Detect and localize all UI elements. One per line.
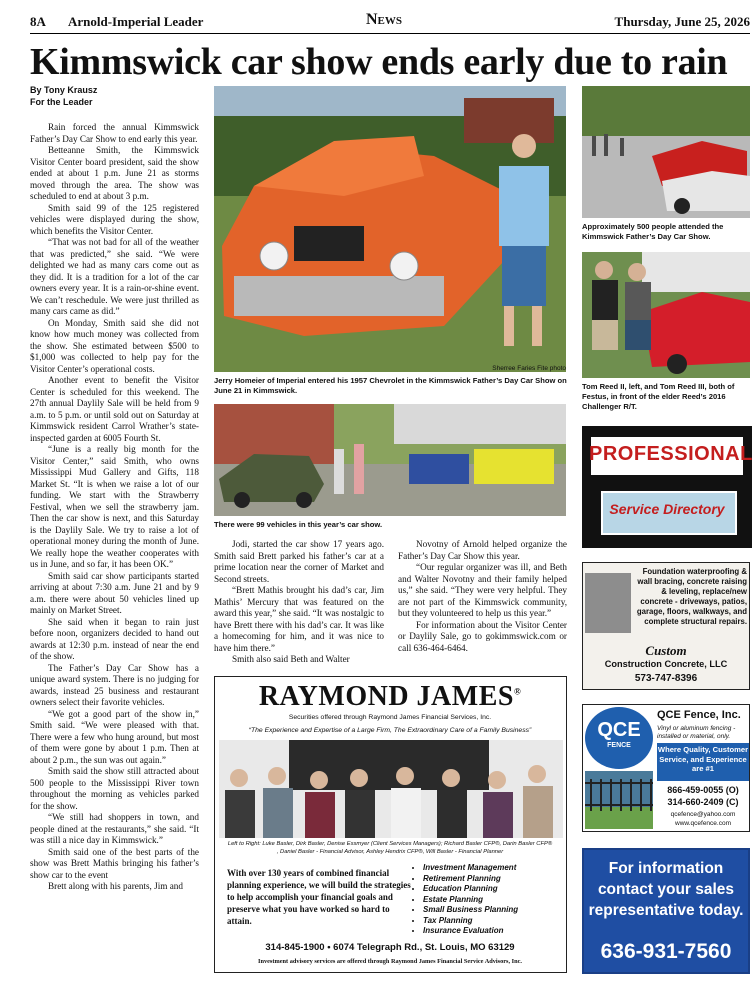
raymond-james-ad[interactable] [214, 676, 567, 973]
rj-disclaimer: Investment advisory services are offered through Raymond James Financial Service Advisors, Inc. [258, 958, 522, 965]
article-paragraph: Brett along with his parents, Jim and [48, 881, 183, 891]
byline-role: For the Leader [30, 97, 93, 107]
article-paragraph: On Monday, Smith said she did not know how much money was collected from the show. She estimated between $500 to $1,000 was collected to help pay for the Visitor Center’s operational costs. [30, 317, 199, 374]
sales-text: For information contact your sales representative today. [588, 860, 744, 919]
sales-rep-ad[interactable] [582, 848, 750, 974]
rj-pitch: With over 130 years of combined financial planning experience, we will build the strategies to help accomplish your financial goals and preserve what you have worked so hard to attain. [227, 868, 411, 926]
qce-fence-ad[interactable] [582, 704, 750, 832]
fence-icon [585, 771, 653, 829]
right-photo-1-caption: Approximately 500 people attended the Kimmswick Father’s Day Car Show. [582, 222, 724, 241]
article-paragraph: Smith said car show participants started arriving at about 7:30 a.m. June 21 and by 9 a.m. there were about 50 vehicles lined up mainly on Market Street. [30, 570, 199, 615]
main-photo-caption: Jerry Homeier of Imperial entered his 1957 Chevrolet in the Kimmswick Father’s Day Car Show on June 21 in Kimmswick. [214, 376, 567, 395]
rj-service-item: • Insurance Evaluation [423, 926, 518, 937]
article-paragraph: She said when it began to rain just before noon, organizers decided to hand out awards at 12:30 p.m. instead of near the end of the show. [30, 616, 199, 661]
concrete-services: Foundation waterproofing & wall bracing, concrete raising & leveling, replace/new concrete - driveways, patios, garage, floors, walkways, and complete structural repairs. [636, 567, 747, 626]
issue-date: Thursday, June 25, 2026 [614, 14, 750, 29]
paper-name: Arnold-Imperial Leader [68, 14, 204, 29]
article-paragraph: Smith said 99 of the 125 registered vehicles were displayed during the show, which benefits the Visitor Center. [30, 202, 199, 236]
qce-web: www.qcefence.com [675, 820, 731, 827]
byline [30, 84, 97, 108]
right-photo-2-caption: Tom Reed II, left, and Tom Reed III, both of Festus, in front of the elder Reed’s 2016 Challenger R/T. [582, 382, 735, 411]
rj-tagline: “The Experience and Expertise of a Large Firm, The Extraordinary Care of a Family Business” [248, 727, 532, 734]
article-column-1 [30, 122, 199, 980]
page-number: 8A [30, 14, 46, 29]
article-paragraph: “June is a really big month for the Visitor Center,” said Smith, who owns Mississippi Mud Gallery and Gifts, 118 Market St. “It is when we raise a lot of our funding. We start with the Strawberry Festival, when we sell the strawberry jam. Then the car show is next, and this Saturday is the Daylily Sale. We try to raise a lot of operational money during the month of June. We really hope the weather cooperates with us in June, and so far, it has been OK.” [30, 444, 199, 569]
qce-phone-2: 314-660-2409 (C) [667, 797, 739, 807]
rj-service-item: • Education Planning [423, 884, 518, 895]
rj-service-item: • Estate Planning [423, 895, 518, 906]
article-paragraph: “We still had shoppers in town, and people dined at the restaurants,” she said. “It was still a nice day in Kimmswick.” [30, 812, 199, 845]
article-paragraph: Betteanne Smith, the Kimmswick Visitor Center board president, said the show ended at about 1 p.m. June 21 as storms moved through the area. The show was scheduled to end at about 3 p.m. [30, 145, 199, 201]
article-paragraph: Novotny of Arnold helped organize the Father’s Day Car Show this year. [398, 539, 567, 561]
sales-phone: 636-931-7560 [600, 940, 732, 963]
article-column-2 [214, 539, 384, 669]
article-paragraph: For information about the Visitor Center or Daylily Sale, go to gokimmswick.com or call 636-464-6464. [398, 619, 567, 653]
second-photo-caption: There were 99 vehicles in this year’s car show. [214, 520, 383, 529]
main-photo [214, 86, 566, 372]
fence-photo [585, 771, 653, 829]
article-paragraph: “That was not bad for all of the weather that was predicted,” she said. “We were delighted we had as many cars come out as they did. It is a tradition for a lot of the car owners every year. It is a rain-or-shine event. We can’t reschedule. We were just thrilled as many cars came as did.” [30, 237, 199, 316]
concrete-photo [585, 573, 631, 633]
article-paragraph: Smith also said Beth and Walter [232, 654, 350, 664]
rj-photo-caption: Left to Right: Luke Basler, Dirk Basler, Denise Essmyer (Client Services Managers); Richard Basler CFP®, Darin Basler CFP® , Daniel Basler - Financial Advisor, Ashley Hendrix CFP®, Will Basler - Financial Planner [227, 841, 553, 855]
article-paragraph: Smith said one of the best parts of the show was Brett Mathis bringing his father’s show car to the event [30, 846, 199, 880]
header-rule [30, 33, 750, 34]
article-paragraph: Another event to benefit the Visitor Center is scheduled for this weekend. The 27th annual Daylily Sale will be held from 9 a.m. to 5 p.m. or until sold out on Saturday at Kimmswick resident Carrol Wrather’s state-inspected garden at 6005 Fourth St. [30, 375, 199, 443]
directory-title-2: Service Directory [609, 501, 725, 517]
byline-name: By Tony Krausz [30, 85, 98, 95]
article-paragraph: Jodi, started the car show 17 years ago. Smith said Brett parked his father’s car at a prime location near the corner of Market and Second streets. [214, 539, 384, 584]
rj-advisors-group-photo [219, 740, 563, 838]
two-men-challenger-photo [582, 252, 750, 378]
street-crowd-photo [582, 86, 750, 218]
rj-service-item: • Small Business Planning [423, 905, 518, 916]
main-photo-credit: Sherree Faries Fite photo [492, 365, 566, 372]
orange-chevrolet-photo [214, 86, 566, 372]
qce-logo: QCE FENCE [585, 707, 653, 769]
rj-services-list [411, 863, 518, 937]
rj-securities: Securities offered through Raymond James Financial Services, Inc. [288, 714, 492, 721]
qce-name: QCE Fence, Inc. [657, 709, 741, 721]
qce-phone-1: 866-459-0055 (O) [667, 785, 739, 795]
qce-slogan: Where Quality, Customer Service, and Experience are #1 [657, 743, 749, 781]
rj-service-item: • Retirement Planning [423, 874, 518, 885]
article-paragraph: The Father’s Day Car Show has a unique award system. There is no judging for awards, instead 25 business and restaurant owners select their favorite vehicles. [30, 662, 199, 707]
rj-contact: 314-845-1900 • 6074 Telegraph Rd., St. Louis, MO 63129 [265, 942, 515, 953]
rj-service-item: • Tax Planning [423, 916, 518, 927]
rj-team-photo [219, 740, 563, 838]
car-show-crowd-photo [214, 404, 566, 516]
article-paragraph: “Our regular organizer was ill, and Beth and Walter Novotny and their family helped us,” she said. “They were very helpful. They are not part of the Kimmswick community, but they volunteered to help us this year.” [398, 562, 567, 618]
right-photo-1 [582, 86, 750, 218]
article-paragraph: Rain forced the annual Kimmswick Father’s Day Car Show to end early this year. [30, 122, 199, 144]
concrete-custom: Custom [645, 643, 687, 658]
article-column-3 [398, 539, 567, 669]
concrete-phone: 573-747-8396 [634, 673, 698, 684]
service-directory-banner [582, 426, 752, 548]
qce-email: qcefence@yahoo.com [670, 811, 736, 818]
section-name: News [366, 11, 403, 28]
second-photo [214, 404, 566, 516]
article-paragraph: “Brett Mathis brought his dad’s car, Jim Mathis’ Mercury that was featured on the award this year,” she said. “It was nostalgic to have Brett there with his dad’s car. It was like a homecoming for him, and it was nice to have him there.” [214, 585, 384, 653]
right-photo-2 [582, 252, 750, 378]
article-paragraph: Smith said the show still attracted about 500 people to the Mississippi River town throughout the morning as vehicles parked for the show. [30, 766, 199, 811]
directory-title-1: PROFESSIONAL [589, 443, 753, 465]
qce-sub: Vinyl or aluminum fencing - installed or material, only. [657, 725, 736, 740]
raymond-james-logo: RAYMOND JAMES® [258, 681, 522, 712]
article-paragraph: “We got a good part of the show in,” Smith said. “We were pleased with that. There were a few who hung around, but most of them were gone by about 1 p.m. Then at about 2 p.m., the sun was out again.” [30, 708, 199, 765]
headline: Kimmswick car show ends early due to rain [30, 41, 728, 83]
rj-service-item: • Investment Management [423, 863, 518, 874]
construction-concrete-ad[interactable] [582, 562, 750, 690]
concrete-name: Construction Concrete, LLC [604, 659, 728, 669]
